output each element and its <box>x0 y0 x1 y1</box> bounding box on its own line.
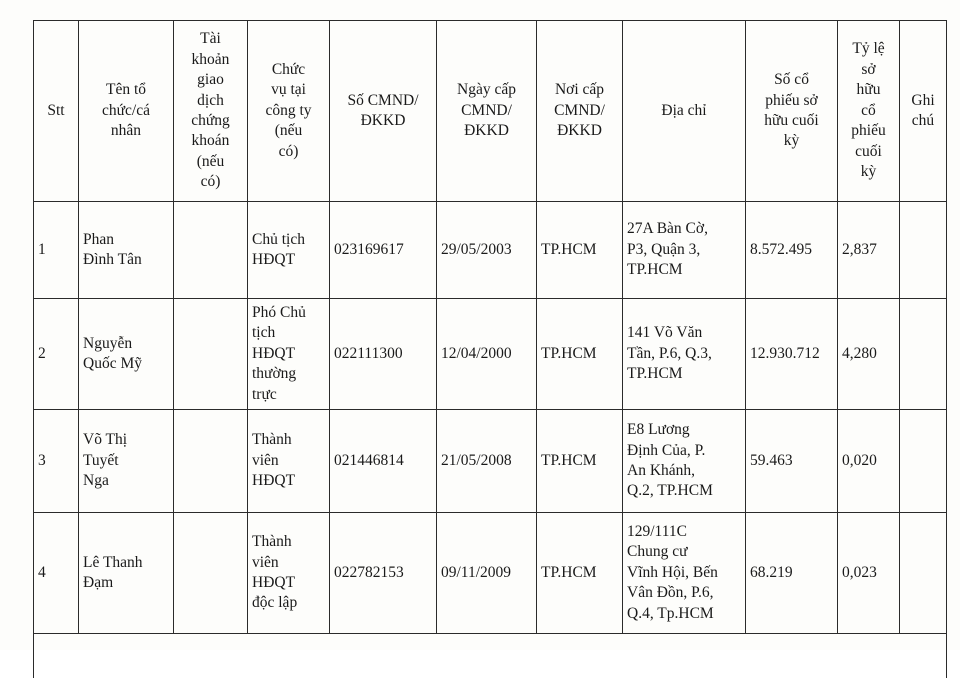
cell-position: Phó Chủ tịch HĐQT thường trực <box>248 299 330 410</box>
header-position: Chức vụ tại công ty (nếu có) <box>248 21 330 202</box>
cell-position: Thành viên HĐQT <box>248 410 330 513</box>
header-issue-place: Nơi cấp CMND/ ĐKKD <box>537 21 623 202</box>
cell-shares: 12.930.712 <box>746 299 838 410</box>
cell-address: 129/111C Chung cư Vĩnh Hội, Bến Vân Đồn, P.6, Q.4, Tp.HCM <box>623 513 746 634</box>
header-issue-date: Ngày cấp CMND/ ĐKKD <box>437 21 537 202</box>
header-shares: Số cổ phiếu sở hữu cuối kỳ <box>746 21 838 202</box>
cell-issue-place: TP.HCM <box>537 410 623 513</box>
cell-shares: 8.572.495 <box>746 202 838 299</box>
cell-stt: 4 <box>34 513 79 634</box>
header-address: Địa chỉ <box>623 21 746 202</box>
cell-stt: 3 <box>34 410 79 513</box>
header-note: Ghi chú <box>900 21 947 202</box>
cell-address: E8 Lương Định Của, P. An Khánh, Q.2, TP.HCM <box>623 410 746 513</box>
cell-note <box>900 513 947 634</box>
cell-address: 27A Bàn Cờ, P3, Quận 3, TP.HCM <box>623 202 746 299</box>
cell-note <box>900 299 947 410</box>
cell-issue-date: 12/04/2000 <box>437 299 537 410</box>
table-row <box>34 513 947 634</box>
cell-ratio: 2,837 <box>838 202 900 299</box>
cell-name: Võ Thị Tuyết Nga <box>79 410 174 513</box>
cell-ratio: 0,020 <box>838 410 900 513</box>
cell-stt: 1 <box>34 202 79 299</box>
cell-address: 141 Võ Văn Tần, P.6, Q.3, TP.HCM <box>623 299 746 410</box>
cell-shares: 59.463 <box>746 410 838 513</box>
cell-account <box>174 513 248 634</box>
table-row <box>34 202 947 299</box>
cell-note <box>900 410 947 513</box>
header-id-no: Số CMND/ ĐKKD <box>330 21 437 202</box>
cell-ratio: 4,280 <box>838 299 900 410</box>
header-row <box>34 21 947 202</box>
cell-name: Phan Đình Tân <box>79 202 174 299</box>
footer-cell <box>34 634 947 678</box>
cell-position: Chủ tịch HĐQT <box>248 202 330 299</box>
cell-id-no: 021446814 <box>330 410 437 513</box>
header-stt: Stt <box>34 21 79 202</box>
cell-note <box>900 202 947 299</box>
header-account: Tài khoản giao dịch chứng khoán (nếu có) <box>174 21 248 202</box>
cell-id-no: 022111300 <box>330 299 437 410</box>
cell-account <box>174 299 248 410</box>
cell-id-no: 023169617 <box>330 202 437 299</box>
cell-id-no: 022782153 <box>330 513 437 634</box>
table-row <box>34 410 947 513</box>
cell-ratio: 0,023 <box>838 513 900 634</box>
shareholder-table <box>33 20 947 678</box>
cell-name: Lê Thanh Đạm <box>79 513 174 634</box>
cell-position: Thành viên HĐQT độc lập <box>248 513 330 634</box>
table-row <box>34 299 947 410</box>
header-ratio: Tỷ lệ sở hữu cổ phiếu cuối kỳ <box>838 21 900 202</box>
cell-stt: 2 <box>34 299 79 410</box>
cell-shares: 68.219 <box>746 513 838 634</box>
table-footer-row <box>34 634 947 678</box>
cell-account <box>174 202 248 299</box>
cell-issue-place: TP.HCM <box>537 202 623 299</box>
header-name: Tên tổ chức/cá nhân <box>79 21 174 202</box>
cell-issue-place: TP.HCM <box>537 513 623 634</box>
cell-issue-date: 29/05/2003 <box>437 202 537 299</box>
cell-issue-date: 09/11/2009 <box>437 513 537 634</box>
cell-issue-place: TP.HCM <box>537 299 623 410</box>
cell-issue-date: 21/05/2008 <box>437 410 537 513</box>
cell-name: Nguyễn Quốc Mỹ <box>79 299 174 410</box>
cell-account <box>174 410 248 513</box>
